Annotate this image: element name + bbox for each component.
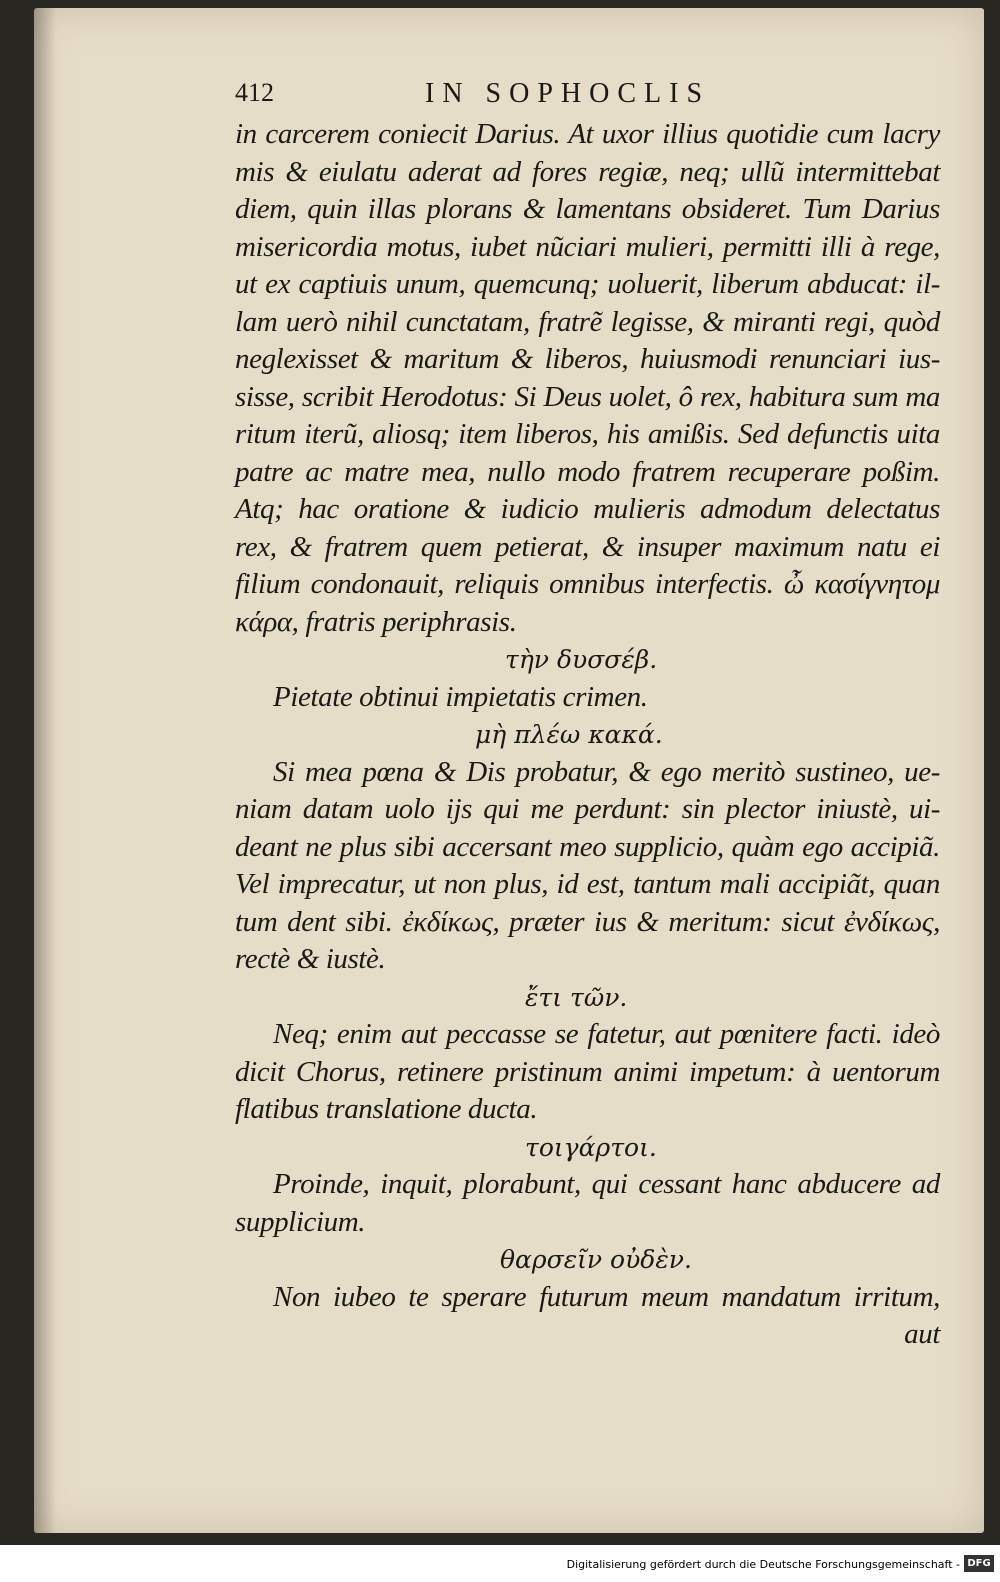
text-line: Proinde, inquit, plorabunt, qui cessant hanc abducere ad (273, 1168, 940, 1200)
text-line: Neq; enim aut peccasse se fatetur, aut pœnitere facti. ideò (273, 1018, 940, 1050)
dfg-logo: DFG (964, 1555, 994, 1572)
text-line: dicit Chorus, retinere pristinum animi impetum: à uentorum (235, 1055, 940, 1088)
text-line: Non iubeo te sperare futurum meum mandatum irritum, (273, 1280, 940, 1313)
text-line: patre ac matre mea, nullo modo fratrem recuperare poßim. (235, 455, 940, 488)
text-line: Vel imprecatur, ut non plus, id est, tantum mali accipiãt, quan (235, 868, 940, 900)
running-title: IN SOPHOCLIS (425, 78, 711, 109)
text-line: supplicium. (235, 1205, 366, 1238)
greek-lemma: μὴ πλέω κακά. (475, 720, 663, 749)
greek-lemma: τὴν δυσσέβ. (505, 645, 658, 674)
text-line: diem, quin illas plorans & lamentans obsideret. Tum Darius (235, 193, 940, 225)
text-line: rectè & iustè. (235, 943, 386, 975)
greek-lemma: θαρσεῖν οὐδὲν. (500, 1245, 692, 1274)
running-head (235, 72, 940, 116)
page-text (235, 72, 940, 1354)
greek-lemma: ἔτι τῶν. (525, 982, 628, 1012)
text-line: ut ex captiuis unum, quemcunq; uoluerit, liberum abducat: il- (235, 268, 940, 300)
text-line: neglexisset & maritum & liberos, huiusmodi renunciari ius- (235, 343, 940, 375)
text-line: sisse, scribit Herodotus: Si Deus uolet, ô rex, habitura sum ma (235, 380, 940, 413)
greek-lemma: τοιγάρτοι. (525, 1132, 657, 1162)
text-line: κάρα, fratris periphrasis. (235, 605, 517, 638)
page-gutter (34, 8, 56, 1533)
footer-bar (0, 1548, 1000, 1582)
text-line: niam datam uolo ijs qui me perdunt: sin plector iniustè, ui- (235, 793, 940, 825)
text-line: Atq; hac oratione & iudicio mulieris admodum delectatus (235, 493, 940, 525)
funding-note: Digitalisierung gefördert durch die Deutsche Forschungsgemeinschaft - (566, 1558, 960, 1571)
text-line: flatibus translatione ducta. (235, 1093, 538, 1125)
text-line: in carcerem coniecit Darius. At uxor illius quotidie cum lacry (235, 118, 940, 150)
text-line: Si mea pœna & Dis probatur, & ego meritò sustineo, ue- (273, 755, 940, 788)
text-line: Pietate obtinui impietatis crimen. (273, 680, 648, 713)
folio-number: 412 (235, 78, 274, 107)
text-line: lam uerò nihil cunctatam, fratrẽ legisse, & miranti regi, quòd (235, 305, 940, 338)
text-line: rex, & fratrem quem petierat, & insuper maximum natu ei (235, 530, 940, 563)
text-line: filium condonauit, reliquis omnibus interfectis. ὦ κασίγνητομ (235, 568, 940, 600)
text-line: ritum iterũ, aliosq; item liberos, his amißis. Sed defunctis uita (235, 418, 940, 450)
catchword: aut (904, 1318, 940, 1350)
text-line: mis & eiulatu aderat ad fores regiæ, neq; ullũ intermittebat (235, 155, 940, 188)
text-line: tum dent sibi. ἐκδίκως, præter ius & meritum: sicut ἐνδίκως, (235, 905, 940, 938)
text-line: deant ne plus sibi accersant meo supplicio, quàm ego accipiã. (235, 830, 940, 863)
text-line: misericordia motus, iubet nũciari mulieri, permitti illi à rege, (235, 230, 940, 263)
